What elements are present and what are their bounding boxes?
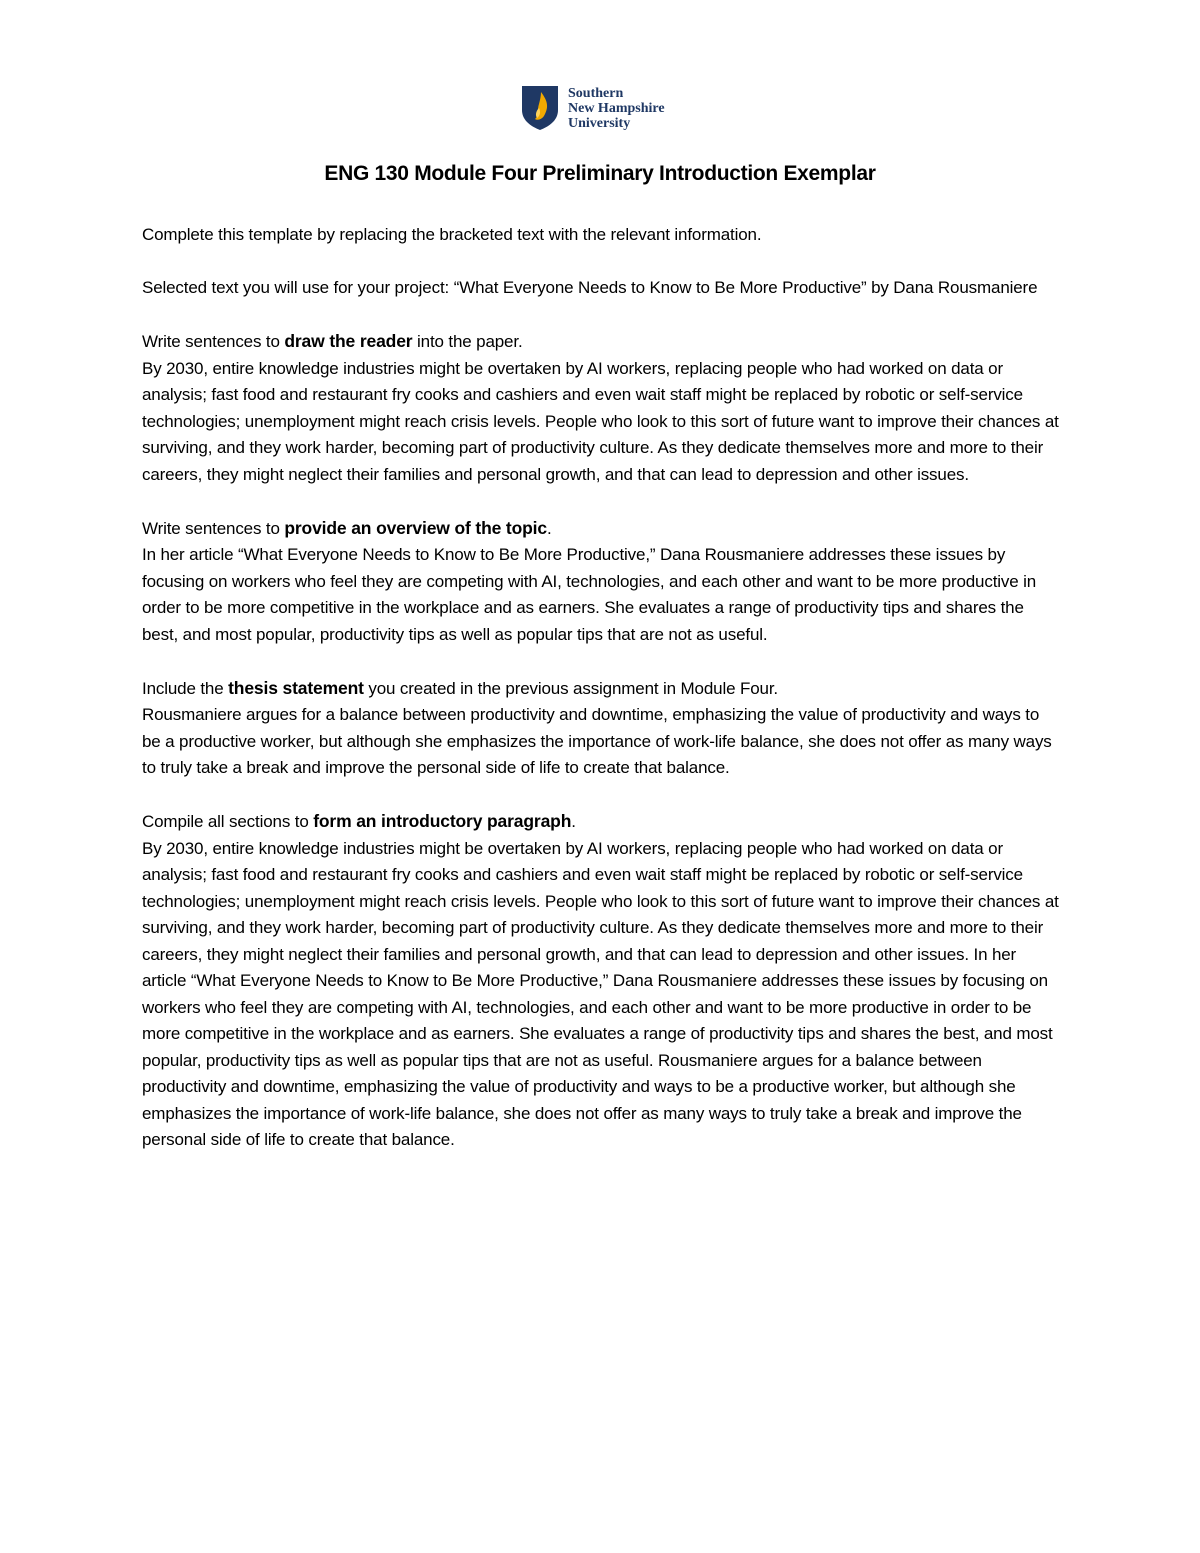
prompt-text: into the paper.: [412, 332, 523, 351]
prompt-emphasis: provide an overview of the topic: [284, 517, 547, 538]
snhu-logo: [520, 84, 690, 134]
section-prompt: [142, 675, 1062, 703]
logo-line-2: New Hampshire: [568, 101, 665, 116]
prompt-text: .: [546, 518, 552, 538]
prompt-text: Compile all sections to: [142, 812, 314, 831]
section-body: By 2030, entire knowledge industries might be overtaken by AI workers, replacing people who had worked on data or analysis; fast food and restaurant fry cooks and cashiers and even wait staff might be replaced by robotic or self-service technologies; unemployment might reach crisis levels. People who look to this sort of future want to improve their chances at surviving, and they work harder, becoming part of productivity culture. As they dedicate themselves more and more to their careers, they might neglect their families and personal growth, and that can lead to depression and other issues. In her article “What Everyone Needs to Know to Be More Productive,” Dana Rousmaniere addresses these issues by focusing on workers who feel they are competing with AI, technologies, and each other and want to be more productive in order to be more competitive in the workplace and as earners. She evaluates a range of productivity tips and shares the best, and most popular, productivity tips as well as popular tips that are not as useful. Rousmaniere argues for a balance between productivity and downtime, emphasizing the value of productivity and ways to be a productive worker, but although she emphasizes the importance of work-life balance, she does not offer as many ways to truly take a break and improve the personal side of life to create that balance.: [142, 838, 1059, 1149]
section-body: Rousmaniere argues for a balance between productivity and downtime, emphasizing the value of productivity and ways to be a productive worker, but although she emphasizes the importance of work-life balance, she does not offer as many ways to truly take a break and improve the personal side of life to create that balance.: [142, 705, 1052, 777]
selected-text-line: [142, 275, 1062, 302]
logo-line-3: University: [568, 116, 631, 131]
prompt-text: Write sentences to: [142, 518, 285, 538]
instructions-text: Complete this template by replacing the bracketed text with the relevant information.: [142, 225, 762, 244]
prompt-emphasis: draw the reader: [284, 331, 413, 351]
prompt-text: Write sentences to: [142, 332, 285, 351]
logo-wordmark: [568, 86, 665, 131]
document-title: ENG 130 Module Four Preliminary Introduction Exemplar: [324, 162, 876, 185]
prompt-emphasis: thesis statement: [228, 677, 364, 698]
section-prompt: [142, 328, 1062, 356]
prompt-emphasis: form an introductory paragraph: [313, 811, 572, 831]
section-body: By 2030, entire knowledge industries might be overtaken by AI workers, replacing people who had worked on data or analysis; fast food and restaurant fry cooks and cashiers and even wait staff might be replaced by robotic or self-service technologies; unemployment might reach crisis levels. People who look to this sort of future want to improve their chances at surviving, and they work harder, becoming part of productivity culture. As they dedicate themselves more and more to their careers, they might neglect their families and personal growth, and that can lead to depression and other issues.: [142, 358, 1059, 484]
prompt-text: .: [571, 812, 576, 831]
shield-flame-icon: [520, 84, 560, 132]
section-prompt: [142, 515, 1062, 543]
section-prompt: [142, 808, 1062, 836]
prompt-text: you created in the previous assignment in Module Four.: [363, 678, 778, 698]
prompt-text: Include the: [142, 678, 229, 698]
logo-line-1: Southern: [568, 86, 624, 101]
document-body: [142, 222, 1062, 1154]
section-body: In her article “What Everyone Needs to Know to Be More Productive,” Dana Rousmaniere addresses these issues by focusing on workers who feel they are competing with AI, technologies, and each other and want to be more productive in order to be more competitive in the workplace and as earners. She evaluates a range of productivity tips and shares the best, and most popular, productivity tips as well as popular tips that are not as useful.: [142, 545, 1037, 644]
selected-text-value: “What Everyone Needs to Know to Be More Productive” by Dana Rousmaniere: [453, 278, 1038, 297]
selected-text-label: Selected text you will use for your project:: [142, 278, 454, 297]
